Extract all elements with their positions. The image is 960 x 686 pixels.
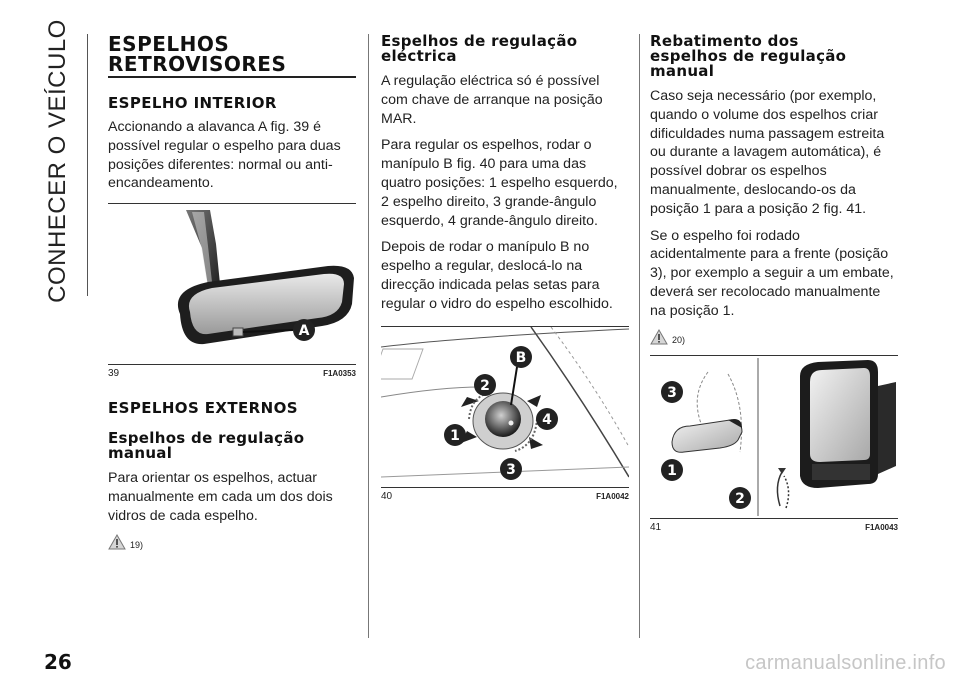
chapter-title-text: CONHECER O VEÍCULO [44,19,71,303]
warning-icon [108,534,126,550]
figure-number: 39 [108,368,120,380]
warning-note [650,329,898,345]
folding-mirrors-heading: Rebatimento dos espelhos de regulação manual [650,32,847,80]
folding-para-1: Caso seja necessário (por exemplo, quando o volume dos espelhos criar dificuldades numa passagem estreita ou durante a lavagem automática), é possível dobrar os espelhos manualmente, deslocando-os da posição 1 para a posição 2 fig. 41. [650,88,885,217]
exterior-mirrors-heading: ESPELHOS EXTERNOS [108,399,298,418]
watermark: carmanualsonline.info [745,652,946,674]
figure-40 [381,326,629,488]
figure-39 [108,203,356,365]
figure-40-caption [381,488,629,502]
section-title: ESPELHOS RETROVISORES [108,34,356,78]
electric-adjust-para-1: A regulação eléctrica só é possível com chave de arranque na posição MAR. [381,73,603,127]
figure-number: 40 [381,490,393,502]
column-3 [650,34,898,533]
figure-code: F1A0042 [596,491,629,501]
figure-41-caption [650,519,898,533]
figure-code: F1A0353 [323,369,356,379]
manual-adjust-text: Para orientar os espelhos, actuar manualmente em cada um dos dois vidros de cada espelho. [108,470,333,524]
chapter-side-title [34,19,82,303]
folding-para-2: Se o espelho foi rodado acidentalmente para a frente (posição 3), por exemplo a seguir a um embate, deverá ser recolocado manualmente na posição 1. [650,227,894,319]
column-1 [108,34,356,550]
figure-number: 41 [650,521,662,533]
manual-adjust-heading: Espelhos de regulação manual [108,429,305,463]
side-divider [87,34,88,296]
page-number: 26 [44,650,72,674]
label-a: A [298,323,310,340]
interior-mirror-illustration [108,204,356,364]
column-divider [368,34,369,638]
label-2: 2 [735,490,745,507]
electric-adjust-heading: Espelhos de regulação eléctrica [381,32,578,65]
interior-mirror-text: Accionando a alavanca A fig. 39 é possível regular o espelho para duas posições diferentes: normal ou anti-encandeamento. [108,119,341,192]
label-4: 4 [542,411,552,428]
figure-code: F1A0043 [865,522,898,532]
warning-note [108,534,356,550]
column-divider [639,34,640,638]
label-1: 1 [667,462,677,479]
interior-mirror-heading: ESPELHO INTERIOR [108,94,277,112]
label-1: 1 [450,427,460,444]
label-2: 2 [480,377,490,394]
warning-reference: 19) [130,539,144,550]
mirror-control-knob-illustration [381,327,629,487]
figure-39-caption [108,365,356,379]
electric-adjust-para-2: Para regular os espelhos, rodar o manípulo B fig. 40 para uma das quatro posições: 1 espelho esquerdo, 2 espelho direito, 3 grande-ângulo esquerdo, 4 grande-ângulo direito. [381,137,618,229]
mirror-folding-illustration [650,356,898,518]
column-2 [381,34,629,502]
figure-41 [650,355,898,519]
label-b: B [515,349,527,366]
label-3: 3 [506,461,516,478]
label-3: 3 [667,384,677,401]
electric-adjust-para-3: Depois de rodar o manípulo B no espelho a regular, deslocá-lo na direcção indicada pelas setas para regular o vidro do espelho escolhido. [381,239,613,312]
warning-reference: 20) [672,334,686,345]
warning-icon [650,329,668,345]
